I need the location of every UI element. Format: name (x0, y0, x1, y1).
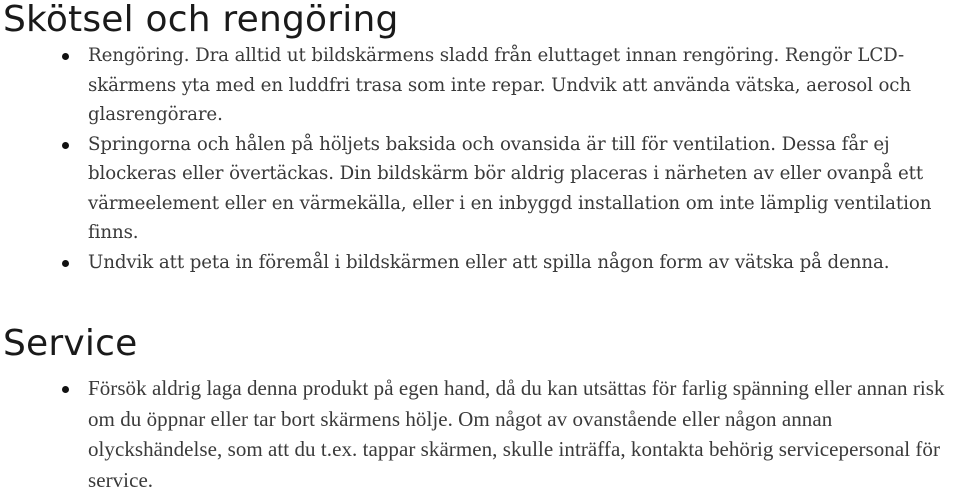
list-item (0, 374, 960, 496)
list-item-text: Rengöring. Dra alltid ut bildskärmens sladd från eluttaget innan rengöring. Rengör LCD-skärmens yta med en luddfri trasa som inte repar. Undvik att använda vätska, aerosol och glasrengörare. (88, 45, 912, 125)
bullet-icon (62, 386, 69, 393)
list-item (0, 248, 960, 278)
list-item-text: Försök aldrig laga denna produkt på egen hand, då du kan utsättas för farlig spänning eller annan risk om du öppnar eller tar bort skärmens hölje. Om något av ovanstående eller någon annan olyckshändelse, som att du t.ex. tappar skärmen, skulle inträffa, kontakta behörig servicepersonal för service. (88, 376, 945, 492)
list-item (0, 130, 960, 248)
list-item-text: Undvik att peta in föremål i bildskärmen eller att spilla någon form av vätska på denna. (88, 251, 890, 273)
list-item (0, 41, 960, 130)
care-list (0, 41, 960, 277)
bullet-icon (62, 53, 69, 60)
service-list (0, 374, 960, 496)
section-title-care: Skötsel och rengöring (3, 0, 399, 40)
list-item-text: Springorna och hålen på höljets baksida och ovansida är till för ventilation. Dessa får ej blockeras eller övertäckas. Din bildskärm bör aldrig placeras i närheten av eller ovanpå ett värmeelement eller en värmekälla, eller i en inbyggd installation om inte lämplig ventilation finns. (88, 133, 932, 243)
bullet-icon (62, 260, 69, 267)
section-title-service: Service (3, 323, 138, 364)
bullet-icon (62, 142, 69, 149)
